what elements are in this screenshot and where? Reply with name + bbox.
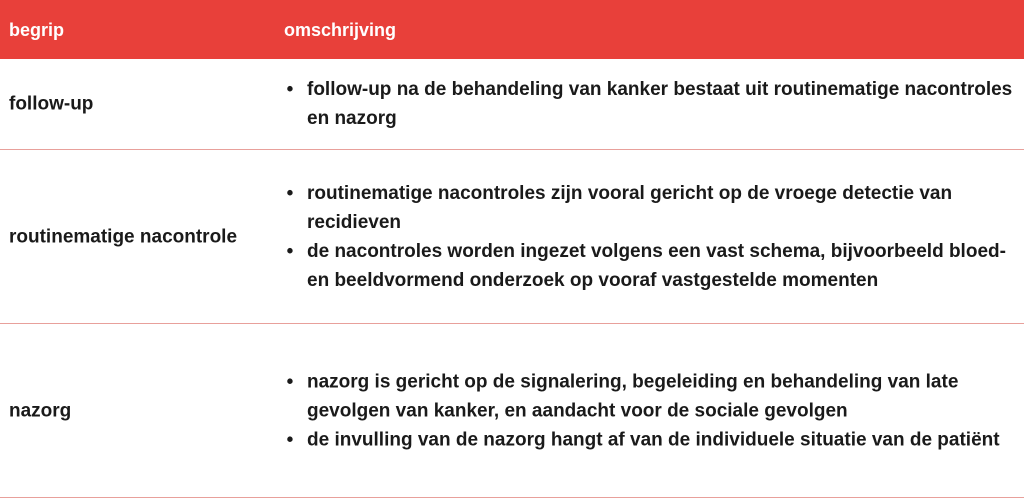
bullet-icon: • xyxy=(286,240,294,262)
description-text: de nacontroles worden ingezet volgens een vast schema, bijvoorbeeld bloed- en beeldvormend onderzoek op vooraf vastgestelde momenten xyxy=(307,240,1006,291)
header-omschrijving: omschrijving xyxy=(284,20,397,40)
description-item xyxy=(285,75,1016,133)
term-cell: nazorg xyxy=(9,400,72,421)
bullet-icon: • xyxy=(286,371,294,392)
term-cell: follow-up xyxy=(9,93,94,115)
description-list xyxy=(285,367,1016,454)
table-row xyxy=(0,59,1024,150)
description-item xyxy=(285,425,1016,454)
description-item xyxy=(285,367,1016,425)
description-text: nazorg is gericht op de signalering, begeleiding en behandeling van late gevolgen van kanker, en aandacht voor de sociale gevolgen xyxy=(307,371,959,421)
description-text: follow-up na de behandeling van kanker bestaat uit routinematige nacontroles en nazorg xyxy=(307,79,1013,129)
bullet-icon: • xyxy=(286,182,294,204)
description-text: routinematige nacontroles zijn vooral gericht op de vroege detectie van recidieven xyxy=(307,182,953,233)
table-header xyxy=(0,0,1024,59)
description-item xyxy=(285,179,1016,237)
header-begrip: begrip xyxy=(9,20,65,40)
table-row xyxy=(0,150,1024,324)
bullet-icon: • xyxy=(286,429,294,450)
table-row xyxy=(0,324,1024,498)
term-cell: routinematige nacontrole xyxy=(9,226,238,247)
bullet-icon: • xyxy=(286,79,294,100)
description-list xyxy=(285,75,1016,133)
description-item xyxy=(285,237,1016,295)
description-list xyxy=(285,179,1016,295)
description-text: de invulling van de nazorg hangt af van de individuele situatie van de patiënt xyxy=(307,429,1000,450)
